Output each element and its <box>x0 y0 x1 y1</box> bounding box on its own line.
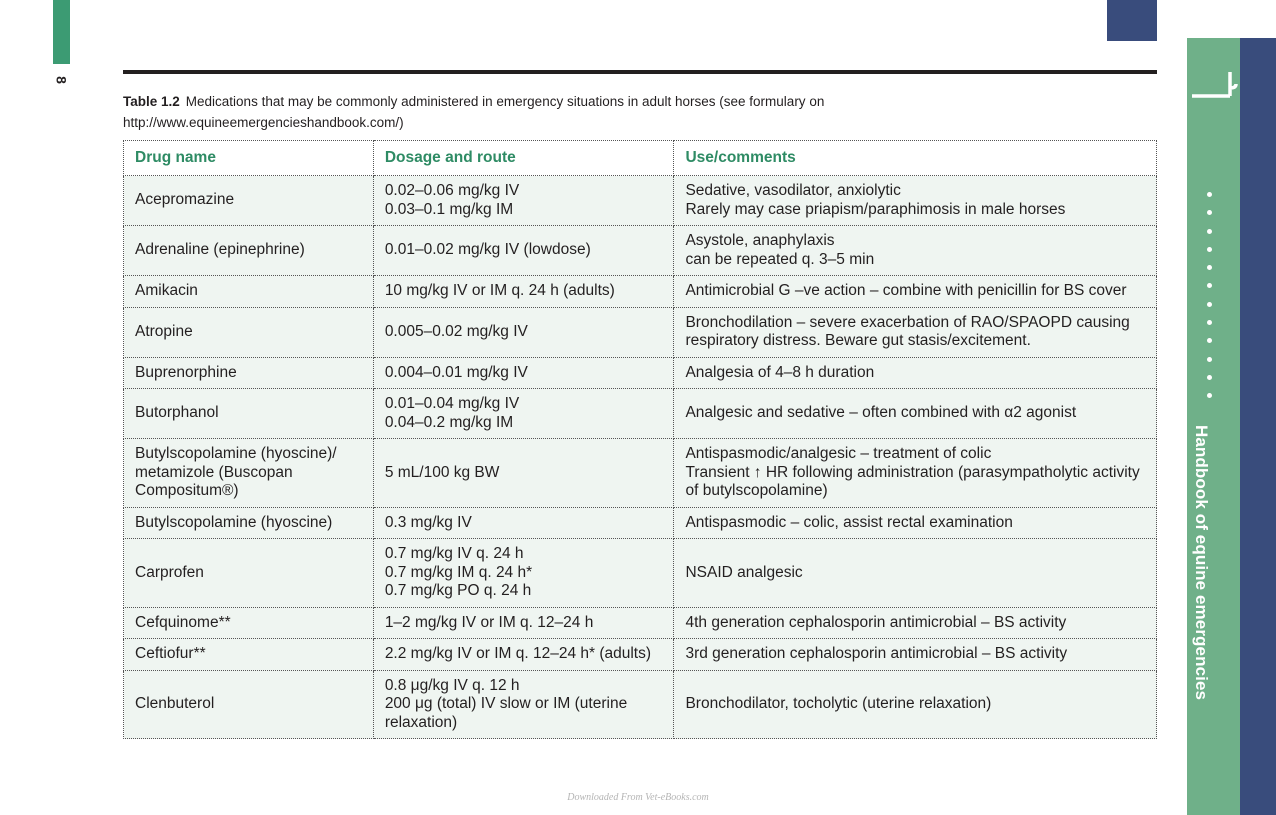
table-row <box>124 539 1157 608</box>
drug-name-cell: Butorphanol <box>124 389 374 439</box>
table-row <box>124 276 1157 308</box>
table-header-row <box>124 141 1157 176</box>
side-navy-band <box>1240 38 1276 815</box>
use-comments-cell: Antispasmodic/analgesic – treatment of colic Transient ↑ HR following administration (parasympatholytic activity of butylscopolamine) <box>674 439 1157 508</box>
page-color-bar <box>53 0 70 64</box>
table-caption-label: Table 1.2 <box>123 94 180 109</box>
dosage-cell: 0.01–0.02 mg/kg IV (lowdose) <box>373 226 674 276</box>
medication-table <box>123 140 1157 739</box>
table-row <box>124 307 1157 357</box>
table-row <box>124 439 1157 508</box>
dosage-cell: 1–2 mg/kg IV or IM q. 12–24 h <box>373 607 674 639</box>
use-comments-cell: 4th generation cephalosporin antimicrobial – BS activity <box>674 607 1157 639</box>
table-row <box>124 357 1157 389</box>
column-header-use: Use/comments <box>674 141 1157 176</box>
use-comments-cell: Bronchodilation – severe exacerbation of RAO/SPAOPD causing respiratory distress. Beware gut stasis/excitement. <box>674 307 1157 357</box>
section-dots <box>1207 192 1215 412</box>
use-comments-cell: NSAID analgesic <box>674 539 1157 608</box>
drug-name-cell: Acepromazine <box>124 176 374 226</box>
drug-name-cell: Butylscopolamine (hyoscine)/ metamizole (Buscopan Compositum®) <box>124 439 374 508</box>
dosage-cell: 2.2 mg/kg IV or IM q. 12–24 h* (adults) <box>373 639 674 671</box>
dosage-cell: 0.004–0.01 mg/kg IV <box>373 357 674 389</box>
use-comments-cell: Sedative, vasodilator, anxiolytic Rarely may case priapism/paraphimosis in male horses <box>674 176 1157 226</box>
table-row <box>124 639 1157 671</box>
drug-name-cell: Butylscopolamine (hyoscine) <box>124 507 374 539</box>
chapter-1-marker <box>1190 70 1238 100</box>
drug-name-cell: Buprenorphine <box>124 357 374 389</box>
table-row <box>124 389 1157 439</box>
page-number: 8 <box>53 76 70 84</box>
drug-name-cell: Atropine <box>124 307 374 357</box>
dosage-cell: 0.02–0.06 mg/kg IV 0.03–0.1 mg/kg IM <box>373 176 674 226</box>
use-comments-cell: Asystole, anaphylaxis can be repeated q. 3–5 min <box>674 226 1157 276</box>
drug-name-cell: Adrenaline (epinephrine) <box>124 226 374 276</box>
header-rule <box>123 70 1157 74</box>
dosage-cell: 10 mg/kg IV or IM q. 24 h (adults) <box>373 276 674 308</box>
dosage-cell: 5 mL/100 kg BW <box>373 439 674 508</box>
drug-name-cell: Cefquinome** <box>124 607 374 639</box>
table-caption-text: Medications that may be commonly administered in emergency situations in adult horses (see formulary on http://www.equineemergencieshandbook.com/) <box>123 94 825 130</box>
dosage-cell: 0.01–0.04 mg/kg IV 0.04–0.2 mg/kg IM <box>373 389 674 439</box>
use-comments-cell: Antimicrobial G –ve action – combine with penicillin for BS cover <box>674 276 1157 308</box>
table-row <box>124 226 1157 276</box>
drug-name-cell: Ceftiofur** <box>124 639 374 671</box>
table-row <box>124 670 1157 739</box>
table-caption <box>123 91 1023 133</box>
drug-name-cell: Clenbuterol <box>124 670 374 739</box>
table-row <box>124 176 1157 226</box>
dosage-cell: 0.7 mg/kg IV q. 24 h 0.7 mg/kg IM q. 24 h* 0.7 mg/kg PO q. 24 h <box>373 539 674 608</box>
use-comments-cell: Analgesia of 4–8 h duration <box>674 357 1157 389</box>
drug-name-cell: Carprofen <box>124 539 374 608</box>
dosage-cell: 0.3 mg/kg IV <box>373 507 674 539</box>
book-title-vertical: Handbook of equine emergencies <box>1192 425 1211 701</box>
use-comments-cell: Analgesic and sedative – often combined with α2 agonist <box>674 389 1157 439</box>
use-comments-cell: Bronchodilator, tocholytic (uterine relaxation) <box>674 670 1157 739</box>
table-row <box>124 607 1157 639</box>
dosage-cell: 0.8 μg/kg IV q. 12 h 200 μg (total) IV slow or IM (uterine relaxation) <box>373 670 674 739</box>
drug-name-cell: Amikacin <box>124 276 374 308</box>
use-comments-cell: 3rd generation cephalosporin antimicrobial – BS activity <box>674 639 1157 671</box>
column-header-dosage: Dosage and route <box>373 141 674 176</box>
use-comments-cell: Antispasmodic – colic, assist rectal examination <box>674 507 1157 539</box>
table-row <box>124 507 1157 539</box>
footer-watermark: Downloaded From Vet-eBooks.com <box>567 792 709 803</box>
dosage-cell: 0.005–0.02 mg/kg IV <box>373 307 674 357</box>
column-header-drug-name: Drug name <box>124 141 374 176</box>
corner-color-block <box>1107 0 1157 41</box>
